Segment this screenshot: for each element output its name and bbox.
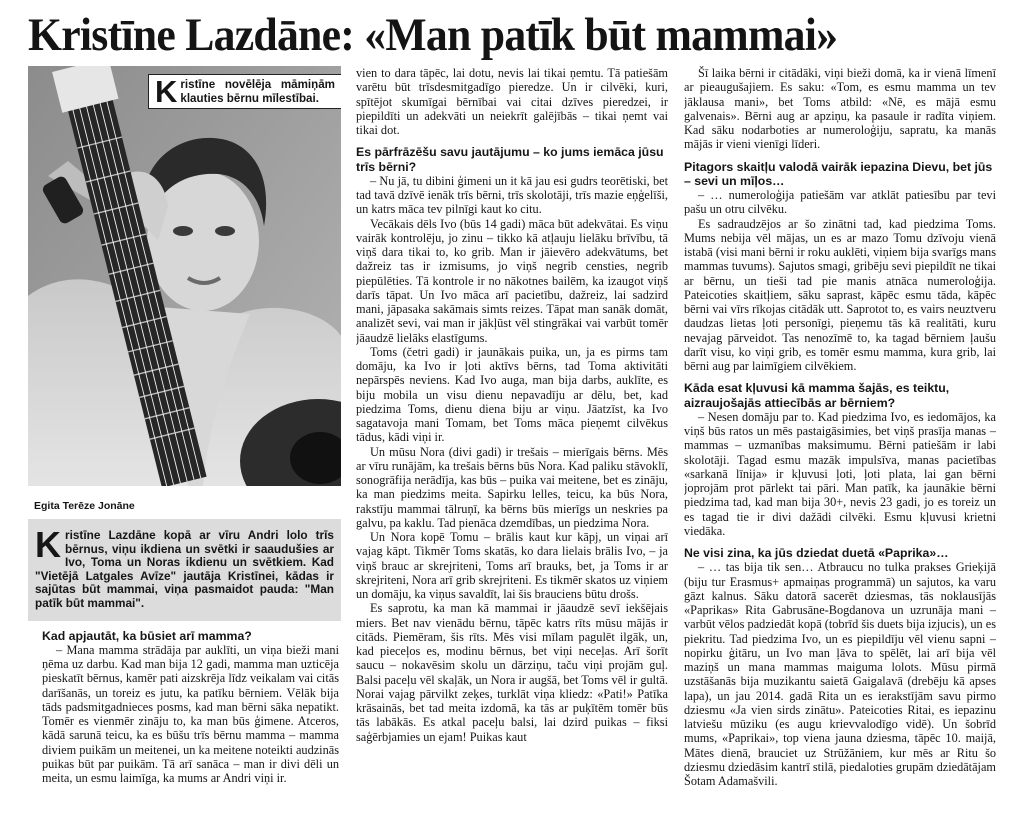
lead-box	[28, 519, 341, 621]
paragraph: vien to dara tāpēc, lai dotu, nevis lai tikai ņemtu. Tā patiešām varētu būt trīsdesmitgadīgo pieredze. Un ir cilvēki, kuri, spītējot skumīgai bērnībai vai citai dzīves pieredzei, ir piepildīti un adekvāti un neiekrīt galējībās – tikai ņemt vai tikai dot.	[356, 66, 668, 137]
paragraph: – … numeroloģija patiešām var atklāt patiesību par tevi pašu un otru cilvēku.	[684, 188, 996, 217]
column-2	[356, 66, 668, 813]
photo-caption	[148, 74, 341, 109]
paragraph: Es saprotu, ka man kā mammai ir jāaudzē sevī iekšējais miers. Bet nav vienādu bērnu, tāpēc katrs rīts mūsu mājās ir citāds. Piemēram, šis rīts. Mēs visi mīlam pagulēt ilgāk, un, kad pieceļos es, modinu bērnus, bet viņi neceļas. Arī šorīt saucu – nokavēsim skolu un dārziņu, taču viņi projām guļ. Balsi paceļu vēl skaļāk, un Nora ir augšā, bet Toms vēl ir gultā. Norai vajag pārvilkt zeķes, turklāt viņa kliedz: «Pati!» Patīka krāsainās, bet tad meita izdomā, ka tās ar puķītēm tomēr būs tās labākās. Es atkal paceļu balsi, lai dzird puikas – fiksi saģērbjamies un ejam! Puikas kaut	[356, 601, 668, 744]
paragraph: – Mana mamma strādāja par auklīti, un viņa bieži mani ņēma uz darbu. Kad man bija 12 gadi, mamma man uzticēja pieskatīt bērnus, kamēr pati aizskrēja līdz veikalam vai citās darīšanās, un toreiz es jutu, ka patīku bērniem. Vēlāk bija tāds padsmitgadnieces posms, kad man bērni sāka nepatikt. Tomēr es vienmēr zināju to, ka man būs ģimene. Atceros, kādā sarunā teicu, ka es būšu trīs bērnu mamma – mamma diviem puikām un meitenei, un ka meitene noteikti audzinās puikas būt par puikām. Tā arī sanāca – man ir divi dēli un meita, un esmu laimīga, ka mums ar Andri viņi ir.	[42, 642, 339, 786]
caption-initial: K	[155, 74, 178, 109]
paragraph: Un Nora kopē Tomu – brālis kaut kur kāpj, un viņai arī vajag kāpt. Tikmēr Toms skatās, ko dara lielais brālis Ivo, – ja viņš brauc ar skrejriteni, Toms arī brauks, bet, ja Toms ir ar skrejriteni, Nora arī grib skrejriteni. Es tikmēr skatos uz viņiem un domāju, ka viņus savaldīt, lai šis brauciens būtu drošs.	[356, 530, 668, 601]
paragraph: Es sadraudzējos ar šo zinātni tad, kad piedzima Toms. Mums nebija vēl mājas, un es ar mazo Tomu dzīvoju vienā istabā (visi mani bērni ir roku auklēti, viņiem bija svarīgs mans mammas tuvums). Sajutos smagi, gribēju sevi piepildīt ne tikai ar bērnu, un tieši tad pie manis atnāca numeroloģija. Pateicoties skaitļiem, sāku saprast, kāpēc esmu tāda, kāpēc bērni vai vīrs rīkojas citādāk utt. Saprotot to, es vairs neuztveru daudzas lietas ļoti personīgi, pieņemu tās kā realitāti, kuru nevajag pārveidot. Tas nenozīmē to, ka tagad bērniem ļaušu darīt visu, ko viņi grib, es tomēr esmu mamma, kura grib, lai bērni aug par laimīgiem cilvēkiem.	[684, 216, 996, 373]
paragraph: Un mūsu Nora (divi gadi) ir trešais – mierīgais bērns. Mēs ar vīru runājām, ka trešais bērns būs Nora. Kad paliku stāvoklī, sonogrāfija nerādīja, kas būs – puika vai meitene, bet es zināju, ka man piedzims meita. Sapirku lelles, teicu, ka būs Nora, rakstīju mammai tālruņī, ka bērns būs mierīgs un neskries pa galvu, pa kaklu. Tad pienāca dzemdības, un piedzima Nora.	[356, 444, 668, 530]
author-byline: Egita Terēze Jonāne	[34, 500, 135, 512]
column-1	[28, 66, 341, 813]
caption-text: ristīne novēlēja māmiņām klauties bērnu mīlestībai.	[180, 78, 335, 105]
headline: Kristīne Lazdāne: «Man patīk būt mammai»	[28, 9, 838, 61]
question-heading: Ne visi zina, ka jūs dziedat duetā «Paprika»…	[684, 546, 949, 560]
paragraph: Vecākais dēls Ivo (būs 14 gadi) māca būt adekvātai. Es viņu vairāk kontrolēju, jo zinu – tikko kā atļauju lielāku brīvību, tā viņš dara tikai to, ko grib. Man ir jāievēro adekvātums, bet dažreiz tas ir izmisums, jo viņš negrib censties, negrib piepūlēties. Tā kontrole ir no nākotnes bailēm, ka izaugot viņš darīs tāpat. Un Ivo māca arī pacietību, dažreiz, lai sadzird mani, jāpasaka sakāmais simts reizes. Tāpat man sanāk domāt, analizēt sevi, vai man ir jākļūst vēl stingrākai vai varbūt tomēr jāaudzē lielāks elastīgums.	[356, 216, 668, 345]
question-heading: Kāda esat kļuvusi kā mamma šajās, es teiktu, aizraujošajās attiecībās ar bērniem?	[684, 381, 950, 410]
question-heading: Kad apjautāt, ka būsiet arī mamma?	[42, 628, 252, 643]
guitar-portrait-illustration	[28, 66, 341, 486]
paragraph: Toms (četri gadi) ir jaunākais puika, un, ja es pirms tam domāju, ka Ivo ir ļoti aktīvs bērns, tad Toma aktivitāti nepārspēs neviens. Kad Ivo auga, man bija darbs, auklīte, es biju mobila un visu dienu nepavadīju ar dēlu, bet, kad piedzima Toms, dienu diena biju ar viņu. Jāatzīst, ka Ivo sagatavoja mani Tomam, bet Toms māca pieņemt cilvēkus tādus, kādi viņi ir.	[356, 344, 668, 445]
paragraph: – Nesen domāju par to. Kad piedzima Ivo, es iedomājos, ka viņš būs ratos un mēs pastaigāsimies, bet viņš prasīja manas – mammas – uzmanības maksimumu. Bērni patiešām ir labi skolotāji. Tagad esmu mazāk impulsīva, manas pacietības «sarkanā līnija» ir kļuvusi ļoti, ļoti plata, lai gan bērni joprojām prot pārlekt tai pāri. Man patīk, ka jaunākie bērni piedzima tad, kad man bija 30+, nevis 23 gadi, jo es toreiz un es tagad tie ir divi dažādi cilvēki. Esmu kļuvusi krietni viedāka.	[684, 409, 996, 538]
paragraph: – Nu jā, tu dibini ģimeni un it kā jau esi gudrs teorētiski, bet tad tavā dzīvē ienāk trīs bērni, trīs skolotāji, trīs mazie eņģelīši, un katrs māca tev pilnīgi kaut ko citu.	[356, 173, 668, 217]
lead-text: ristīne Lazdāne kopā ar vīru Andri lolo trīs bērnus, viņu ikdiena un svētki ir saaudušies ar Ivo, Toma un Noras ikdienu un svētkiem. Kad "Vietējā Latgales Avīze" jautāja Kristīnei, kādas ir sajūtas būt mammai, viņa pasmaidot pauda: "Man patīk būt mammai".	[35, 528, 334, 610]
question-heading: Es pārfrāzēšu savu jautājumu – ko jums iemāca jūsu trīs bērni?	[356, 145, 664, 174]
paragraph: – … tas bija tik sen… Atbraucu no tulka prakses Grieķijā (biju tur Erasmus+ apmaiņas programmā) un sajutos, ka varu gāzt kalnus. Sāku datorā sacerēt dziesmas, tās noklausījās «Paprikas» Rita Gabrusāne-Bogdanova un uzrunāja mani – varbūt vēlos padziedāt kopā (tobrīd šis duets bija izjucis), un es piekritu. Tad piedzima Ivo, un es piepildīju vēl vienu sapni – nopirku ģitāru, un Ivo man ļāva to spēlēt, lai arī bija vēl maziņš un mana mammas maiguma lolots. Mūsu pirmā uzstāšanās bija muzikantu saietā Gaigalavā (drebēju kā apses lapa), un jau 2014. gadā Rita un es ierakstījām savu pirmo dziesmu «Ja vien sirds zinātu». Pateicoties Ritai, es iepazinu latviešu mūziku (es augu krievvalodīgo vidē). Un šobrīd mums, «Paprikai», top viena jauna dziesma, tāpēc 10. maijā, Mātes dienā, brauciet uz Strūžāniem, kur mēs ar Ritu šo dziesmu dziedāsim kantrī stilā, piedaloties grupām dziedātājam Šotam Adamašvili.	[684, 560, 996, 788]
column-3	[684, 66, 996, 813]
lead-dropcap: K	[35, 524, 61, 565]
question-heading: Pitagors skaitļu valodā vairāk iepazina Dievu, bet jūs – sevi un mīļos…	[684, 159, 993, 188]
photo-woman-with-guitar	[28, 66, 341, 486]
paragraph: Šī laika bērni ir citādāki, viņi bieži domā, ka ir vienā līmenī ar pieaugušajiem. Es saku: «Tom, es esmu mamma un tev jāklausa mani», bet Toms atbild: «Nē, es mājā esmu galvenais». Bērni aug ar apziņu, ka pasaule ir radīta viņiem. Kad sāku nodarboties ar numeroloģiju, sapratu, ka manās mājās ir vieni vienīgi līderi.	[684, 66, 996, 152]
